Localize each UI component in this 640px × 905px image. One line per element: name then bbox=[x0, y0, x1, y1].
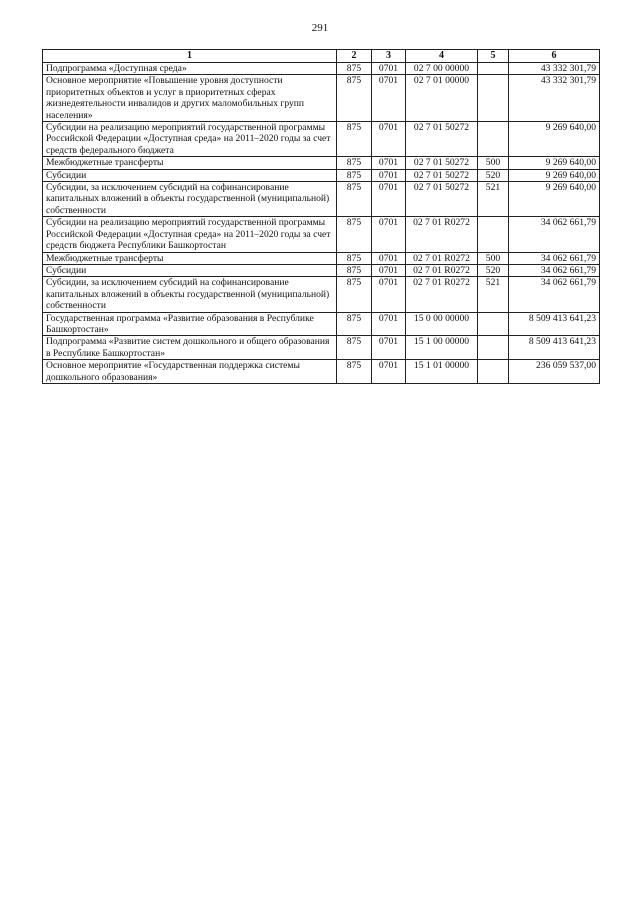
row-col2-cell: 875 bbox=[337, 217, 372, 252]
column-header-1: 1 bbox=[43, 50, 337, 63]
row-col2-cell: 875 bbox=[337, 360, 372, 384]
row-col4-cell: 15 0 00 00000 bbox=[406, 312, 478, 336]
row-col2-cell: 875 bbox=[337, 252, 372, 264]
row-col5-cell bbox=[478, 217, 509, 252]
row-col4-cell: 02 7 01 R0272 bbox=[406, 252, 478, 264]
row-col3-cell: 0701 bbox=[372, 360, 406, 384]
row-name-cell: Подпрограмма «Развитие систем дошкольного и общего образования в Республике Башкортостан» bbox=[43, 336, 337, 360]
row-col4-cell: 02 7 01 R0272 bbox=[406, 217, 478, 252]
row-col4-cell: 02 7 00 00000 bbox=[406, 63, 478, 75]
row-col3-cell: 0701 bbox=[372, 122, 406, 157]
row-amount-cell: 9 269 640,00 bbox=[509, 122, 600, 157]
row-name-cell: Основное мероприятие «Повышение уровня доступности приоритетных объектов и услуг в приоритетных сферах жизнедеятельности инвалидов и других маломобильных групп населения» bbox=[43, 75, 337, 122]
row-col4-cell: 02 7 01 50272 bbox=[406, 182, 478, 217]
row-name-cell: Субсидии, за исключением субсидий на софинансирование капитальных вложений в объекты государственной (муниципальной) собственности bbox=[43, 277, 337, 312]
table-row bbox=[43, 122, 600, 157]
row-col5-cell bbox=[478, 122, 509, 157]
row-amount-cell: 8 509 413 641,23 bbox=[509, 336, 600, 360]
row-col3-cell: 0701 bbox=[372, 312, 406, 336]
row-col3-cell: 0701 bbox=[372, 157, 406, 169]
budget-table bbox=[42, 49, 600, 384]
row-name-cell: Основное мероприятие «Государственная поддержка системы дошкольного образования» bbox=[43, 360, 337, 384]
table-row bbox=[43, 360, 600, 384]
row-col4-cell: 02 7 01 R0272 bbox=[406, 277, 478, 312]
row-name-cell: Подпрограмма «Доступная среда» bbox=[43, 63, 337, 75]
row-col5-cell bbox=[478, 336, 509, 360]
row-amount-cell: 34 062 661,79 bbox=[509, 277, 600, 312]
row-col2-cell: 875 bbox=[337, 169, 372, 181]
row-amount-cell: 9 269 640,00 bbox=[509, 169, 600, 181]
table-row bbox=[43, 217, 600, 252]
row-col5-cell: 500 bbox=[478, 157, 509, 169]
row-col5-cell: 521 bbox=[478, 277, 509, 312]
column-header-3: 3 bbox=[372, 50, 406, 63]
row-col5-cell bbox=[478, 360, 509, 384]
row-col3-cell: 0701 bbox=[372, 277, 406, 312]
table-row bbox=[43, 312, 600, 336]
row-col3-cell: 0701 bbox=[372, 63, 406, 75]
row-col5-cell: 500 bbox=[478, 252, 509, 264]
row-col2-cell: 875 bbox=[337, 277, 372, 312]
row-col3-cell: 0701 bbox=[372, 264, 406, 276]
row-amount-cell: 43 332 301,79 bbox=[509, 63, 600, 75]
row-col2-cell: 875 bbox=[337, 63, 372, 75]
row-col2-cell: 875 bbox=[337, 182, 372, 217]
row-name-cell: Межбюджетные трансферты bbox=[43, 157, 337, 169]
row-col5-cell: 521 bbox=[478, 182, 509, 217]
row-name-cell: Субсидии на реализацию мероприятий государственной программы Российской Федерации «Доступная среда» на 2011–2020 годы за счет средств федерального бюджета bbox=[43, 122, 337, 157]
row-col2-cell: 875 bbox=[337, 157, 372, 169]
table-header-row bbox=[43, 50, 600, 63]
table-row bbox=[43, 157, 600, 169]
row-name-cell: Субсидии bbox=[43, 169, 337, 181]
table-row bbox=[43, 75, 600, 122]
table-row bbox=[43, 63, 600, 75]
row-col3-cell: 0701 bbox=[372, 336, 406, 360]
row-col3-cell: 0701 bbox=[372, 75, 406, 122]
column-header-6: 6 bbox=[509, 50, 600, 63]
row-col4-cell: 15 1 00 00000 bbox=[406, 336, 478, 360]
row-col3-cell: 0701 bbox=[372, 217, 406, 252]
column-header-2: 2 bbox=[337, 50, 372, 63]
row-col2-cell: 875 bbox=[337, 312, 372, 336]
row-col3-cell: 0701 bbox=[372, 252, 406, 264]
row-col5-cell bbox=[478, 63, 509, 75]
row-col2-cell: 875 bbox=[337, 336, 372, 360]
table-row bbox=[43, 182, 600, 217]
row-amount-cell: 236 059 537,00 bbox=[509, 360, 600, 384]
row-col4-cell: 15 1 01 00000 bbox=[406, 360, 478, 384]
row-col2-cell: 875 bbox=[337, 264, 372, 276]
table-row bbox=[43, 336, 600, 360]
row-name-cell: Субсидии на реализацию мероприятий государственной программы Российской Федерации «Доступная среда» на 2011–2020 годы за счет средств бюджета Республики Башкортостан bbox=[43, 217, 337, 252]
row-col4-cell: 02 7 01 50272 bbox=[406, 169, 478, 181]
column-header-4: 4 bbox=[406, 50, 478, 63]
row-amount-cell: 34 062 661,79 bbox=[509, 252, 600, 264]
row-name-cell: Субсидии, за исключением субсидий на софинансирование капитальных вложений в объекты государственной (муниципальной) собственности bbox=[43, 182, 337, 217]
row-col4-cell: 02 7 01 50272 bbox=[406, 122, 478, 157]
row-col5-cell bbox=[478, 75, 509, 122]
row-name-cell: Субсидии bbox=[43, 264, 337, 276]
row-col5-cell: 520 bbox=[478, 264, 509, 276]
row-amount-cell: 9 269 640,00 bbox=[509, 182, 600, 217]
row-col2-cell: 875 bbox=[337, 122, 372, 157]
page-number: 291 bbox=[311, 22, 329, 34]
row-col3-cell: 0701 bbox=[372, 169, 406, 181]
row-name-cell: Государственная программа «Развитие образования в Республике Башкортостан» bbox=[43, 312, 337, 336]
row-col2-cell: 875 bbox=[337, 75, 372, 122]
row-col5-cell: 520 bbox=[478, 169, 509, 181]
row-amount-cell: 34 062 661,79 bbox=[509, 217, 600, 252]
row-col4-cell: 02 7 01 R0272 bbox=[406, 264, 478, 276]
row-name-cell: Межбюджетные трансферты bbox=[43, 252, 337, 264]
table-row bbox=[43, 169, 600, 181]
row-col3-cell: 0701 bbox=[372, 182, 406, 217]
row-amount-cell: 8 509 413 641,23 bbox=[509, 312, 600, 336]
row-amount-cell: 43 332 301,79 bbox=[509, 75, 600, 122]
row-amount-cell: 9 269 640,00 bbox=[509, 157, 600, 169]
table-row bbox=[43, 252, 600, 264]
row-col4-cell: 02 7 01 50272 bbox=[406, 157, 478, 169]
column-header-5: 5 bbox=[478, 50, 509, 63]
table-body bbox=[43, 63, 600, 384]
row-col4-cell: 02 7 01 00000 bbox=[406, 75, 478, 122]
table-row bbox=[43, 264, 600, 276]
table-row bbox=[43, 277, 600, 312]
row-amount-cell: 34 062 661,79 bbox=[509, 264, 600, 276]
row-col5-cell bbox=[478, 312, 509, 336]
